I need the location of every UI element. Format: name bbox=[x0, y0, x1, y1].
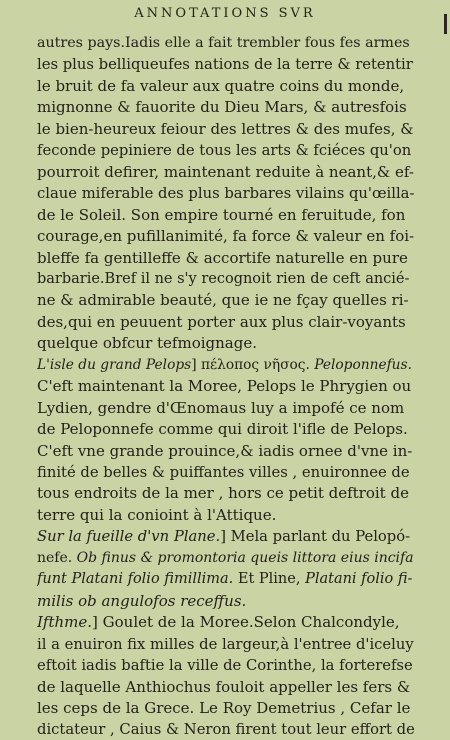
text-line bbox=[37, 525, 415, 548]
italic-segment: Platani folio fi- bbox=[305, 571, 413, 588]
italic-segment: L'isle du grand Pelops bbox=[37, 356, 192, 373]
text-segment: Lydien, gendre d'Œnomaus luy a impofé ce nom bbox=[37, 398, 405, 417]
text-line bbox=[37, 139, 415, 162]
text-segment: mignonne & fauorite du Dieu Mars, & autresfois bbox=[37, 98, 407, 117]
text-line bbox=[37, 397, 415, 420]
text-segment: ] Goulet de la Moree.Selon Chalcondyle, bbox=[92, 613, 400, 632]
text-line bbox=[37, 547, 415, 570]
text-line bbox=[37, 182, 415, 205]
text-line bbox=[37, 568, 415, 591]
text-line bbox=[37, 504, 415, 527]
italic-segment: milis ob angulofos receffus. bbox=[37, 591, 247, 610]
italic-segment: Peloponnefus. bbox=[314, 356, 412, 373]
text-line bbox=[37, 590, 415, 613]
text-segment: quelque obfcur tefmoignage. bbox=[37, 334, 257, 353]
text-segment: bleffe fa gentilleffe & accortife naturelle en pure bbox=[37, 248, 408, 267]
text-line bbox=[37, 482, 415, 505]
text-line bbox=[37, 247, 415, 270]
italic-segment: Ob finus & promontoria queis littora eius incifa bbox=[76, 549, 414, 566]
text-segment: les ceps de la Grece. Le Roy Demetrius , Cefar le bbox=[37, 698, 411, 717]
text-line bbox=[37, 375, 415, 398]
text-segment: terre qui la conioint à l'Attique. bbox=[37, 505, 277, 524]
text-line bbox=[37, 697, 415, 720]
text-line bbox=[37, 654, 415, 677]
text-segment: des,qui en peuuent porter aux plus clair-voyants bbox=[37, 312, 406, 331]
text-line bbox=[37, 96, 415, 119]
text-segment: feconde pepiniere de tous les arts & fciéces qu'on bbox=[37, 142, 412, 160]
text-segment: Et Pline, bbox=[233, 571, 306, 588]
text-segment: C'eft vne grande prouince,& iadis ornee d'vne in- bbox=[37, 441, 413, 460]
text-segment: tous endroits de la mer , hors ce petit deftroit de bbox=[37, 484, 409, 503]
text-line bbox=[37, 161, 415, 184]
text-segment: pourroit defirer, maintenant reduite à neant,& ef- bbox=[37, 162, 414, 181]
text-segment: de laquelle Anthiochus fouloit appeller les fers & bbox=[37, 677, 411, 696]
page-edge-mark bbox=[444, 14, 447, 34]
text-segment: ] Mela parlant du Pelopó- bbox=[220, 528, 411, 546]
text-segment: ] πέλοπος νῆσος. bbox=[191, 356, 315, 373]
text-segment: ne & admirable beauté, que ie ne fçay quelles ri- bbox=[37, 291, 409, 310]
text-line bbox=[37, 676, 415, 699]
italic-segment: Sur la fueille d'vn Plane. bbox=[37, 528, 221, 546]
text-segment: les plus belliqueufes nations de la terre & retentir bbox=[37, 56, 413, 74]
text-line bbox=[37, 311, 415, 334]
text-line bbox=[37, 633, 415, 656]
text-line bbox=[37, 204, 415, 227]
text-line bbox=[37, 440, 415, 463]
text-segment: de Peloponnefe comme qui diroit l'ifle de Pelops. bbox=[37, 420, 408, 439]
text-line bbox=[37, 718, 415, 740]
italic-segment: funt Platani folio fimillima. bbox=[37, 571, 234, 588]
text-segment: autres pays.Iadis elle a fait trembler fous fes armes bbox=[37, 35, 410, 51]
text-segment: il a enuiron fix milles de largeur,à l'entree d'iceluy bbox=[37, 635, 414, 653]
text-segment: dictateur , Caius & Neron firent tout leur effort de bbox=[37, 721, 415, 739]
text-line bbox=[37, 611, 415, 634]
text-segment: claue miferable des plus barbares vilains qu'œilla- bbox=[37, 185, 415, 203]
running-header: ANNOTATIONS SVR bbox=[134, 6, 316, 21]
italic-segment: Ifthme. bbox=[37, 613, 93, 632]
text-line bbox=[37, 32, 415, 55]
text-line bbox=[37, 354, 415, 377]
text-line bbox=[37, 332, 415, 355]
text-line bbox=[37, 268, 415, 291]
text-segment: le bien-heureux feiour des lettres & des mufes, & bbox=[37, 119, 414, 138]
text-line bbox=[37, 118, 415, 141]
text-line bbox=[37, 289, 415, 312]
text-segment: le bruit de fa valeur aux quatre coins du monde, bbox=[37, 76, 405, 95]
text-line bbox=[37, 53, 415, 76]
text-segment: barbarie.Bref il ne s'y recognoit rien de ceft ancié- bbox=[37, 270, 410, 287]
text-segment: C'eft maintenant la Moree, Pelops le Phrygien ou bbox=[37, 377, 412, 396]
text-segment: nefe. bbox=[37, 549, 77, 566]
text-segment: finité de belles & puiffantes villes , enuironnee de bbox=[37, 464, 410, 481]
text-segment: de le Soleil. Son empire tourné en feruitude, fon bbox=[37, 205, 406, 224]
text-segment: eftoit iadis baftie la ville de Corinthe, la forterefse bbox=[37, 657, 413, 675]
text-segment: courage,en pufillanimité, fa force & valeur en foi- bbox=[37, 227, 415, 246]
text-line bbox=[37, 225, 415, 248]
text-line bbox=[37, 418, 415, 441]
text-line bbox=[37, 461, 415, 484]
text-line bbox=[37, 75, 415, 98]
